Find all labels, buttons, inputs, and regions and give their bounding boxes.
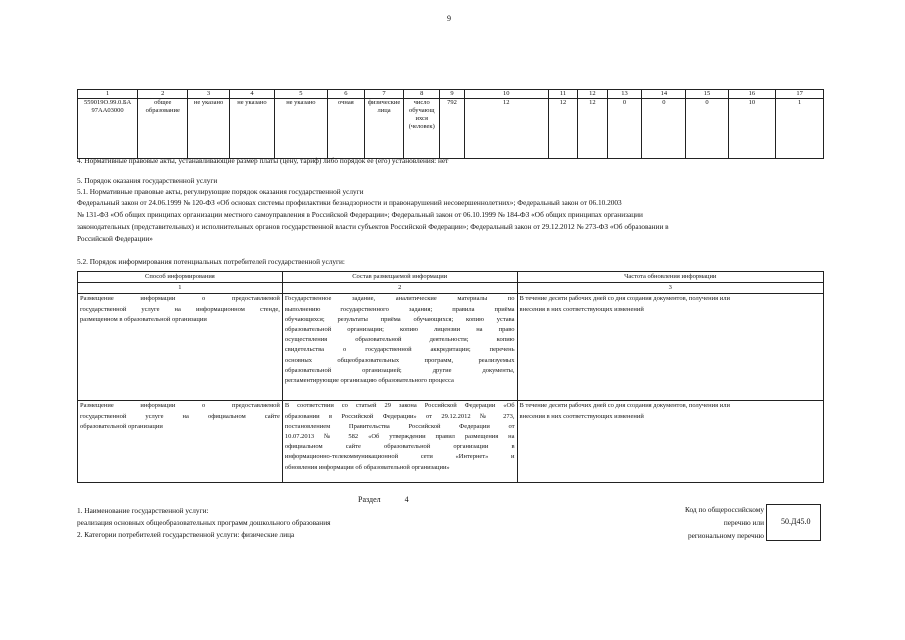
cell-line: Размещение информации о предоставляемой xyxy=(80,295,280,303)
cell-line: свидетельства о государственной аккредитации; перечень xyxy=(284,346,515,354)
content-cell xyxy=(282,294,517,401)
header-cell: 13 xyxy=(607,90,642,99)
cell-line: обучающихся; результаты приёма обучающихся; копию устава xyxy=(284,315,515,323)
cell-line: В течение десяти рабочих дней со дня создания документов, получения или xyxy=(519,402,730,410)
header-cell: 9 xyxy=(440,90,464,99)
table-cell: не указано xyxy=(229,99,274,159)
cell-line: образовательной организации; копию лицензии на право xyxy=(284,326,515,334)
section-heading xyxy=(358,495,409,504)
cell-line: Государственное задание, аналитические материалы по xyxy=(284,295,515,303)
header-cell: 14 xyxy=(642,90,686,99)
code-label-line: перечню или xyxy=(723,518,764,527)
page-number: 9 xyxy=(447,14,451,23)
indicators-table xyxy=(77,89,824,159)
section-label: Раздел xyxy=(358,495,381,504)
cell-line: образовании в Российской Федерации» от 29.12.2012 № 273, xyxy=(284,412,515,420)
number-cell: 1 xyxy=(78,283,283,294)
cell-line: официальном сайте образовательной организации в xyxy=(284,443,515,451)
table-cell: 0 xyxy=(686,99,728,159)
cell-line: внесения в них соответствующих изменений xyxy=(519,412,644,420)
cell-line: осуществления образовательной деятельности; копию xyxy=(284,336,515,344)
law-line: № 131-ФЗ «Об общих принципах организации местного самоуправления в Российской Федерации»; Федеральный закон от 06.10.1999 № 184-ФЗ «Об общих принципах организации xyxy=(77,210,643,219)
header-cell: 7 xyxy=(365,90,404,99)
cell-line: государственной услуге на информационном стенде, xyxy=(80,305,280,313)
table-cell: 12 xyxy=(464,99,548,159)
header-cell: 3 xyxy=(188,90,230,99)
table-cell: число обучающ ихся (человек) xyxy=(403,99,439,159)
table-cell: 1 xyxy=(776,99,824,159)
method-cell xyxy=(78,294,283,401)
table-cell: 0 xyxy=(607,99,642,159)
cell-line: образовательной организации xyxy=(80,422,163,430)
section-4-text: 4. Нормативные правовые акты, устанавливающие размер платы (цену, тариф) либо порядок ее (его) установления: нет xyxy=(77,156,449,165)
code-label-line: региональному перечню xyxy=(688,531,764,540)
table-row xyxy=(78,294,824,401)
section-number: 4 xyxy=(404,495,409,504)
number-cell: 3 xyxy=(517,283,823,294)
informing-table xyxy=(77,271,824,483)
table-header-row xyxy=(78,90,824,99)
number-cell: 2 xyxy=(282,283,517,294)
frequency-cell xyxy=(517,401,823,483)
table-cell: физические лица xyxy=(365,99,404,159)
header-cell: 6 xyxy=(327,90,364,99)
code-label-line: Код по общероссийскому xyxy=(684,505,764,514)
content-cell xyxy=(282,401,517,483)
service-name-value: реализация основных общеобразовательных программ дошкольного образования xyxy=(77,518,331,527)
header-cell: 15 xyxy=(686,90,728,99)
header-cell: 8 xyxy=(403,90,439,99)
cell-line: внесения в них соответствующих изменений xyxy=(519,305,644,313)
table-row xyxy=(78,401,824,483)
table-cell: 12 xyxy=(578,99,607,159)
cell-line: 10.07.2013 № 582 «Об утверждении правил размещения на xyxy=(284,433,515,441)
header-cell: 10 xyxy=(464,90,548,99)
law-line: Федеральный закон от 24.06.1999 № 120-ФЗ «Об основах системы профилактики безнадзорности и правонарушений несовершеннолетних»; Федеральный закон от 06.10.2003 xyxy=(77,198,622,207)
cell-line: основных общеобразовательных программ, реализуемых xyxy=(284,356,515,364)
table-row xyxy=(78,99,824,159)
table-cell: очная xyxy=(327,99,364,159)
cell-line: обновления информации об образовательной организации» xyxy=(284,463,450,471)
header-cell: Частота обновления информации xyxy=(517,272,823,283)
table-cell: не указано xyxy=(275,99,328,159)
header-cell: 11 xyxy=(548,90,577,99)
header-cell: Способ информирования xyxy=(78,272,283,283)
table-header-row xyxy=(78,272,824,283)
table-cell: 0 xyxy=(642,99,686,159)
cell-line: постановлением Правительства Российской Федерации от xyxy=(284,422,515,430)
table-cell: 792 xyxy=(440,99,464,159)
section-5-title: 5. Порядок оказания государственной услуги xyxy=(77,176,218,185)
code-value: 50.Д45.0 xyxy=(781,517,811,526)
cell-line: Размещение информации о предоставляемой xyxy=(80,402,280,410)
law-line: законодательных (представительных) и исполнительных органов государственной власти субъектов Российской Федерации»; Федеральный закон от 29.12.2012 № 273-ФЗ «Об образовании в xyxy=(77,222,669,231)
header-cell: 17 xyxy=(776,90,824,99)
cell-line: регламентирующие организацию образовательного процесса xyxy=(284,377,454,385)
consumers-line: 2. Категории потребителей государственной услуги: физические лица xyxy=(77,530,295,539)
cell-line: выполнению государственного задания; правила приёма xyxy=(284,305,515,313)
table-cell: не указано xyxy=(188,99,230,159)
header-cell: 1 xyxy=(78,90,138,99)
law-line: Российской Федерации» xyxy=(77,234,153,243)
table-cell: 559019О.99.0.БА 97АА03000 xyxy=(78,99,138,159)
cell-line: В течение десяти рабочих дней со дня создания документов, получения или xyxy=(519,295,730,303)
header-cell: 2 xyxy=(138,90,188,99)
cell-line: размещенном в образовательной организации xyxy=(80,315,207,323)
header-cell: 4 xyxy=(229,90,274,99)
section-5-1-title: 5.1. Нормативные правовые акты, регулирующие порядок оказания государственной услуги xyxy=(77,187,364,196)
header-cell: Состав размещаемой информации xyxy=(282,272,517,283)
service-name-label: 1. Наименование государственной услуги: xyxy=(77,506,209,515)
header-cell: 16 xyxy=(728,90,776,99)
cell-line: информационно-телекоммуникационной сети «Интернет» и xyxy=(284,453,515,461)
cell-line: образовательной организацией; другие документы, xyxy=(284,366,515,374)
table-number-row xyxy=(78,283,824,294)
frequency-cell xyxy=(517,294,823,401)
method-cell xyxy=(78,401,283,483)
header-cell: 5 xyxy=(275,90,328,99)
table-cell: 10 xyxy=(728,99,776,159)
header-cell: 12 xyxy=(578,90,607,99)
cell-line: В соответствии со статьей 29 закона Российской Федерации «Об xyxy=(284,402,515,410)
table-cell: 12 xyxy=(548,99,577,159)
table-cell: общее образование xyxy=(138,99,188,159)
cell-line: государственной услуге на официальном сайте xyxy=(80,412,280,420)
section-5-2-title: 5.2. Порядок информирования потенциальных потребителей государственной услуги: xyxy=(77,257,345,266)
